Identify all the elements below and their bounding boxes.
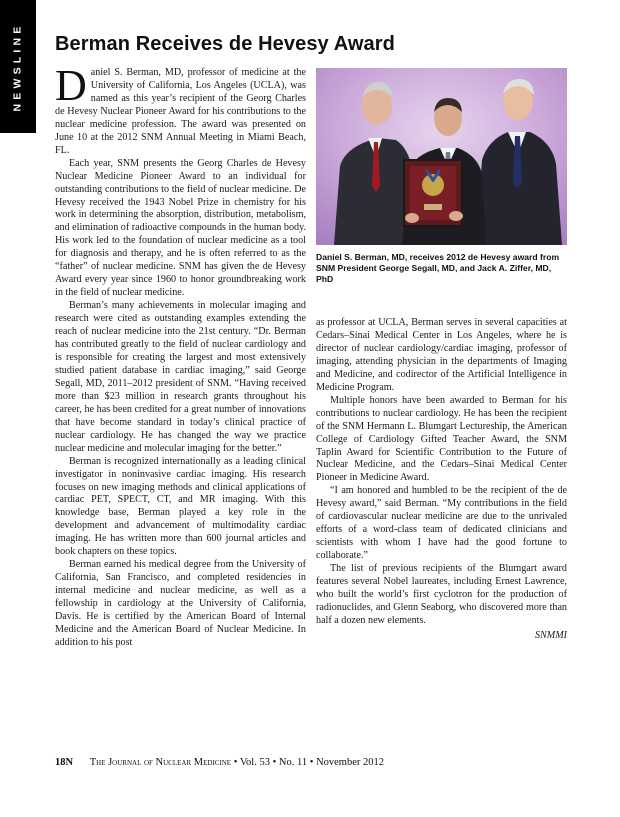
photo-caption: Daniel S. Berman, MD, receives 2012 de Hevesy award from SNM President George Segall, MD, and Jack A. Ziffer, MD, PhD — [316, 252, 560, 285]
signoff: SNMMI — [534, 629, 567, 641]
separator: • — [233, 757, 238, 768]
paragraph — [55, 61, 306, 158]
issue-date: November 2012 — [316, 757, 385, 768]
drop-cap: D — [55, 61, 87, 110]
journal-name: The Journal of Nuclear Medicine — [89, 757, 232, 768]
page-number: 18N — [55, 757, 74, 768]
paragraph: Berman earned his medical degree from the University of California, San Francisco, and completed residencies in internal medicine and nuclear medicine, as well as a fellowship in cardiology at the University of California, Davis. He is certified by the American Board of Internal Medicine and the American Board of Nuclear Medicine. In addition to his post — [55, 559, 306, 648]
separator: • — [272, 757, 277, 768]
section-tab-label-wrap — [0, 0, 36, 133]
paragraph: Berman is recognized internationally as a leading clinical investigator in noninvasive cardiac imaging. His research focuses on new imaging methods and clinical applications of cardiac PET, SPECT, CT, and MR imaging. With this knowledge base, Berman played a key role in the development and advancement of multimodality cardiac imaging. He has written more than 600 journal articles and book chapters on these topics. — [55, 455, 306, 558]
section-tab-label: NEWSLINE — [12, 21, 24, 112]
paragraph-text: aniel S. Berman, MD, professor of medicine at the University of California, Los Angeles (UCLA), was named as this year’s recipient of the Georg Charles de Hevesy Nuclear Pioneer Award for his contributions to the nuclear medicine profession. The award was presented on June 10 at the 2012 SNM Annual Meeting in Miami Beach, FL. — [55, 67, 306, 156]
volume: Vol. 53 — [239, 757, 270, 768]
paragraph: “I am honored and humbled to be the recipient of the de Hevesy award,” said Berman. “My contributions in the field of cardiovascular nuclear medicine are due to the unrivaled efforts of a word-class team of dedicated clinicians and scientists with whom I have had the good fortune to collaborate.” — [316, 485, 567, 562]
paragraph: The list of previous recipients of the Blumgart award features several Nobel laureates, including Ernest Lawrence, who built the world’s first cyclotron for the production of radionuclides, and Glenn Seaborg, who discovered more than half a dozen new elements. — [316, 563, 567, 626]
paragraph: Each year, SNM presents the Georg Charles de Hevesy Nuclear Medicine Pioneer Award to an individual for outstanding contributions to the field of nuclear medicine. De Hevesy received the 1943 Nobel Prize in chemistry for his work in determining the absorption, distribution, metabolism, and elimination of radioactive compounds in the human body. His work led to the foundation of nuclear medicine as a tool for diagnosis and therapy, and he is often referred to as the “father” of nuclear medicine. SNM has given the de Hevesy Award every year since 1960 to honor groundbreaking work in the field of nuclear medicine. — [55, 157, 307, 299]
separator: • — [309, 757, 314, 768]
right-column — [316, 317, 567, 643]
paragraph: Multiple honors have been awarded to Berman for his contributions to nuclear cardiology. He has been the recipient of the SNM Hermann L. Blumgart Lectureship, the American College of Cardiology Gifted Teacher Award, the SNM Taplin Award for Scientific Contribution to the Future of Nuclear Medicine, and the Cedars–Sinai Medical Center Pioneer in Medicine Award. — [316, 394, 567, 484]
paragraph: Berman’s many achievements in molecular imaging and research were cited as outstanding examples extending the reach of nuclear medicine into the 21st century. “Dr. Berman has contributed greatly to the field of nuclear cardiology and is responsible for creating the largest and most extensively studied patient database in cardiac imaging,” said George Segall, MD, 2011–2012 president of SNM. “Having received more than $23 million in research grants throughout his career, he has been credited for a great number of innovations that have become standard in today’s clinical practice of nuclear cardiology. He has changed the way we practice nuclear medicine and molecular imaging for the better.” — [55, 300, 306, 454]
page-footer — [55, 757, 384, 768]
article-title: Berman Receives de Hevesy Award — [55, 33, 395, 55]
issue: No. 11 — [278, 757, 308, 768]
award-photo-image — [316, 68, 567, 245]
paragraph: as professor at UCLA, Berman serves in several capacities at Cedars–Sinai Medical Center in Los Angeles, where he is director of nuclear cardiology/cardiac imaging, professor of imaging, attending physician in the departments of Imaging and Medicine, and codirector of the Artificial Intelligence in Medicine Program. — [316, 317, 567, 393]
left-column — [55, 61, 307, 650]
award-photo — [316, 68, 567, 245]
